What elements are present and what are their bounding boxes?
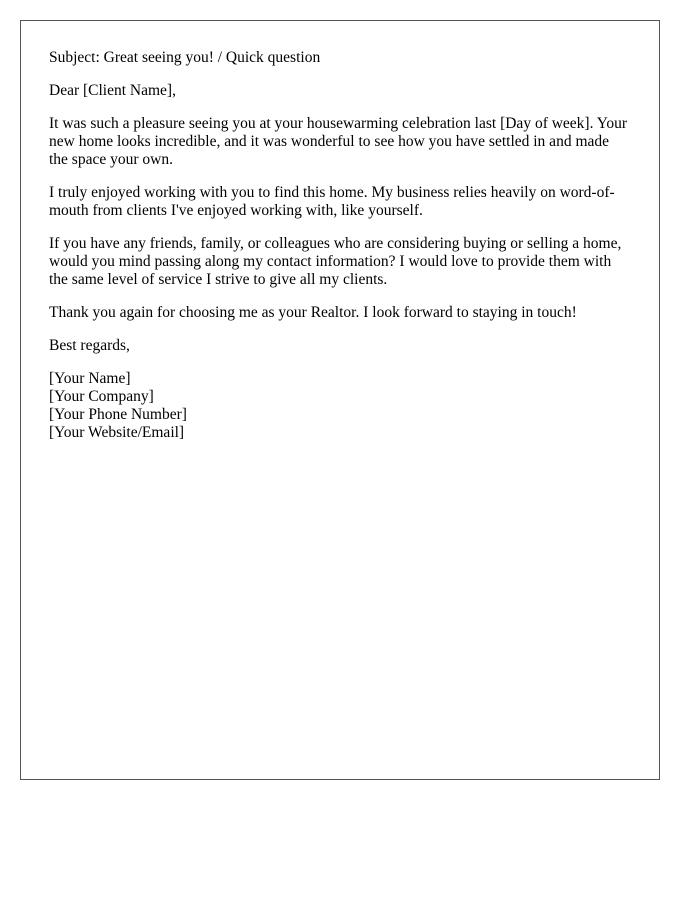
subject-line: Subject: Great seeing you! / Quick question (49, 49, 321, 66)
signature-phone: [Your Phone Number] (49, 406, 187, 423)
salutation: Dear [Client Name], (49, 82, 176, 99)
body-paragraph-2: I truly enjoyed working with you to find this home. My business relies heavily on word-of-mouth from clients I've enjoyed working with, like yourself. (49, 184, 615, 219)
body-paragraph-1: It was such a pleasure seeing you at your housewarming celebration last [Day of week]. Your new home looks incredible, and it was wonderful to see how you have settled in and made the space your own. (49, 115, 628, 168)
signature-web-email: [Your Website/Email] (49, 424, 185, 441)
body-paragraph-3: If you have any friends, family, or colleagues who are considering buying or selling a home, would you mind passing along my contact information? I would love to provide them with the same level of service I strive to give all my clients. (49, 235, 622, 288)
closing: Best regards, (49, 337, 130, 354)
body-paragraph-4: Thank you again for choosing me as your Realtor. I look forward to staying in touch! (49, 304, 577, 321)
signature-block (49, 370, 631, 442)
signature-company: [Your Company] (49, 388, 154, 405)
signature-name: [Your Name] (49, 370, 131, 387)
letter-container (20, 20, 660, 780)
